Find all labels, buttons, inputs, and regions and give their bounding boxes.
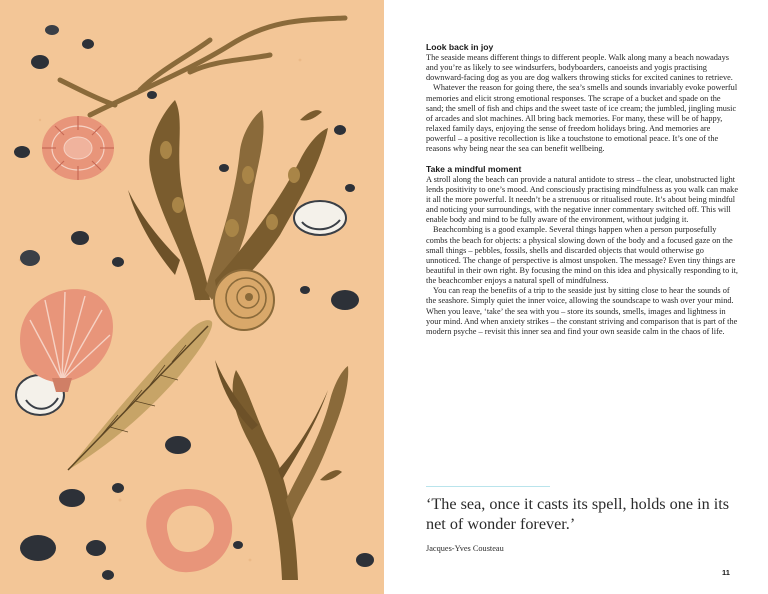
paragraph: The seaside means different things to different people. Walk along many a beach nowadays and you’re as likely to see windsurfers, bodyboarders, canoeists and yogis practising downward-facing dog as you are dog walkers throwing sticks for excited canines to retrieve.: [426, 53, 733, 83]
section-mindful: [426, 164, 740, 338]
pebble: [300, 286, 310, 294]
pebble: [331, 290, 359, 310]
pebble: [165, 436, 191, 454]
limpet-shell: [42, 116, 114, 180]
pebble: [86, 540, 106, 556]
pebble: [20, 250, 40, 266]
page-number: 11: [722, 568, 730, 577]
pebble: [112, 257, 124, 267]
section-heading: Take a mindful moment: [426, 163, 522, 174]
paragraph: You can reap the benefits of a trip to the seaside just by sitting close to hear the sounds of the seashore. Simply quiet the inner voice, allowing the soundscape to wash over your mind. When you leave, ‘take’ the sea with you – store its sounds, smells, images and lightness in your mind. And when anxiety strikes – the constant striving and comparison that is part of the modern psyche – revisit this inner sea and find your own seaside calm in the chaos of life.: [426, 286, 738, 336]
pebble: [20, 535, 56, 561]
pebble: [345, 184, 355, 192]
pebble: [147, 91, 157, 99]
section-heading: Look back in joy: [426, 42, 494, 52]
pebble: [82, 39, 94, 49]
article-body: [426, 42, 740, 337]
quote-attribution: Jacques-Yves Cousteau: [426, 544, 504, 553]
pebble: [45, 25, 59, 35]
paragraph: A stroll along the beach can provide a natural antidote to stress – the clear, unobstructed light lends positivity to one’s mood. And consciously practising mindfulness as you walk can make it all the more powerful. It needn’t be a strenuous or ritualised route. It’s about being mindful and noticing your surroundings, with the negative inner commentary switched off. This will enable body and mind to be fully aware of the environment, without judging it.: [426, 174, 739, 225]
paragraph: Beachcombing is a good example. Several things happen when a person purposefully combs the beach for objects: a physical slowing down of the body and a focused gaze on the small things – pebbles, fossils, shells and discarded objects that would otherwise go unnoticed. The change of perspective is almost unspoken. The message? Even tiny things are beautiful in their own right. By focusing the mind on this idea and physically responding to it, the beachcomber enjoys a natural spell of mindfulness.: [426, 225, 739, 286]
paragraph: Whatever the reason for going there, the sea’s smells and sounds invariably evoke powerful memories and elicit strong emotional responses. The scrape of a bucket and spade on the sand; the smell of fish and chips and the sweet taste of ice cream; the jumbled, jingling music of arcades and slot machines. All bring back memories. For many, these will be of happy, relaxed family days, enjoying the sense of freedom holidays bring. And memories are powerful – a positive recollection is like a touchstone to emotional peace. It’s one of the reasons why being near the sea can benefit wellbeing.: [426, 83, 738, 154]
pebble: [334, 125, 346, 135]
quote-divider: [426, 486, 550, 487]
pebble: [102, 570, 114, 580]
pebble: [356, 553, 374, 567]
pebble: [59, 489, 85, 507]
pull-quote: ‘The sea, once it casts its spell, holds one in its net of wonder forever.’: [426, 495, 730, 533]
pebble: [71, 231, 89, 245]
ammonite-fossil: [214, 270, 274, 330]
pebble: [31, 55, 49, 69]
pebble: [233, 541, 243, 549]
pebble: [112, 483, 124, 493]
pebble: [219, 164, 229, 172]
pebble: [14, 146, 30, 158]
